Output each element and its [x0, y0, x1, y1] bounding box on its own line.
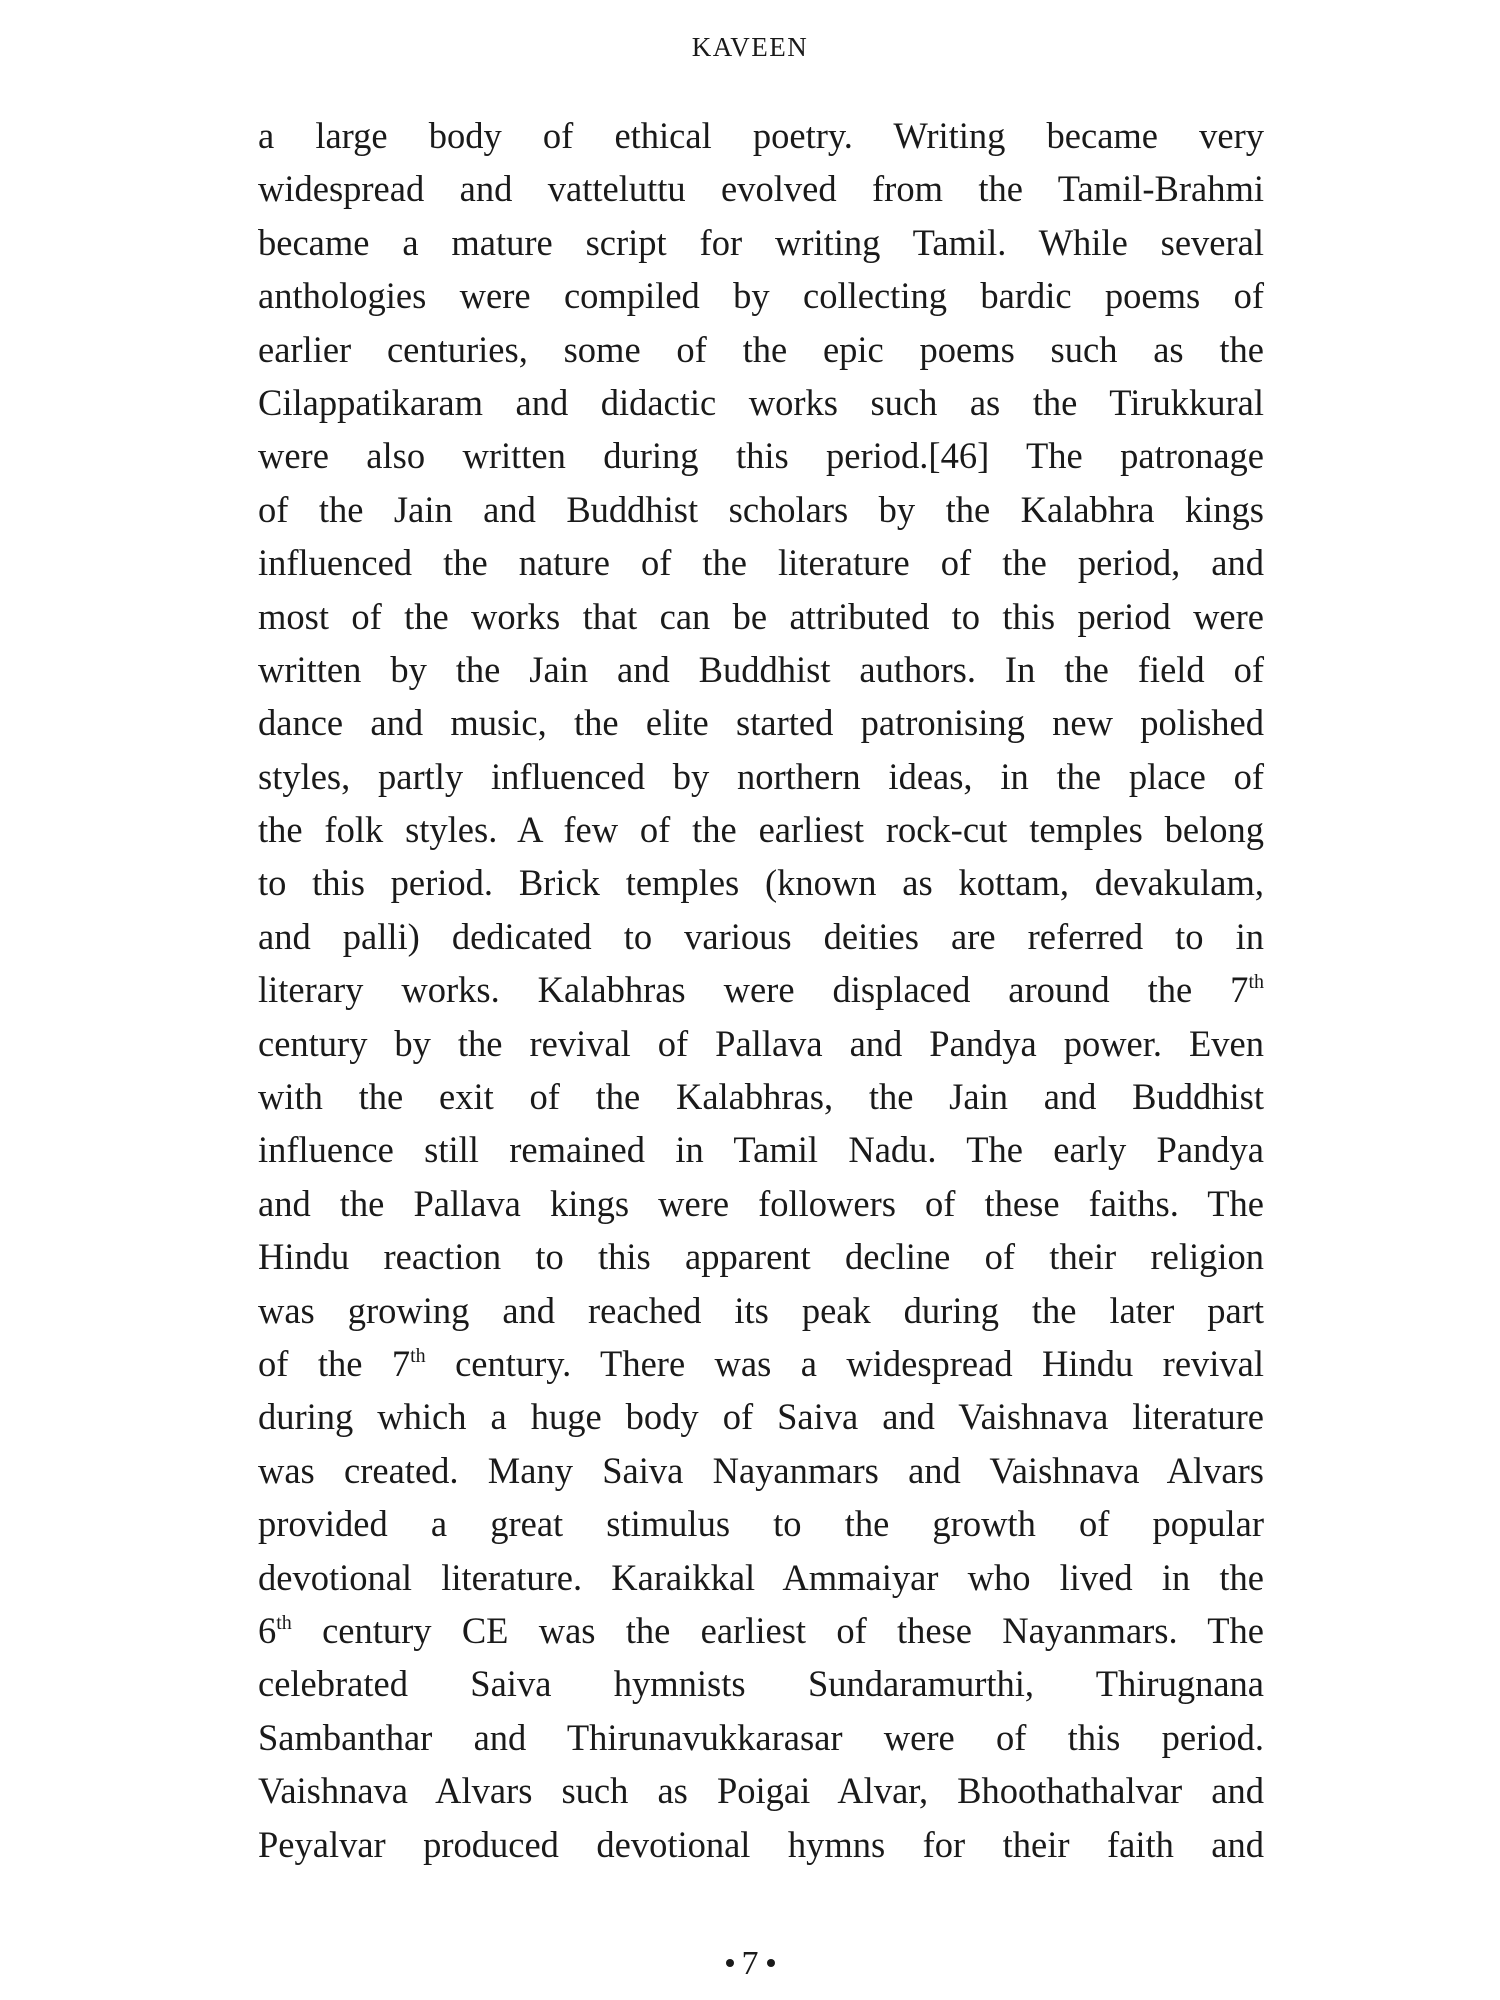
text-line: during which a huge body of Saiva and Vaishnava literature: [258, 1396, 1264, 1438]
bullet-dot-icon: [726, 1959, 734, 1967]
text-line: was growing and reached its peak during the later part: [258, 1289, 1264, 1331]
text-line: devotional literature. Karaikkal Ammaiyar who lived in the: [258, 1556, 1264, 1598]
text-line: became a mature script for writing Tamil. While several: [258, 221, 1264, 263]
text-line: styles, partly influenced by northern ideas, in the place of: [258, 755, 1264, 797]
text-line: Hindu reaction to this apparent decline of their religion: [258, 1236, 1264, 1278]
text-line: [258, 1337, 1264, 1390]
text-line: dance and music, the elite started patronising new polished: [258, 702, 1264, 744]
text-line: a large body of ethical poetry. Writing became very: [258, 115, 1264, 156]
text-line: Vaishnava Alvars such as Poigai Alvar, Bhoothathalvar and: [258, 1770, 1264, 1812]
ordinal-superscript: th: [276, 1611, 292, 1634]
body-paragraph: [258, 109, 1264, 1871]
text-line: written by the Jain and Buddhist authors. In the field of: [258, 648, 1264, 690]
text-line: influenced the nature of the literature of the period, and: [258, 542, 1264, 584]
running-header-title: KAVEEN: [691, 32, 809, 62]
text-line: and the Pallava kings were followers of these faiths. The: [258, 1182, 1264, 1224]
text-line: [258, 1604, 1264, 1657]
text-line: [258, 963, 1264, 1016]
text-line-segment: of the 7: [258, 1342, 411, 1384]
text-line: was created. Many Saiva Nayanmars and Vaishnava Alvars: [258, 1449, 1264, 1491]
text-line: provided a great stimulus to the growth of popular: [258, 1503, 1264, 1545]
text-line-segment: century CE was the earliest of these Nayanmars. The: [291, 1609, 1264, 1651]
text-line: anthologies were compiled by collecting bardic poems of: [258, 275, 1264, 317]
text-line: Sambanthar and Thirunavukkarasar were of this period.: [258, 1716, 1264, 1758]
bullet-dot-icon: [767, 1959, 775, 1967]
text-line: to this period. Brick temples (known as kottam, devakulam,: [258, 862, 1264, 904]
text-line: of the Jain and Buddhist scholars by the Kalabhra kings: [258, 488, 1264, 530]
text-line: the folk styles. A few of the earliest rock-cut temples belong: [258, 809, 1264, 851]
text-line: widespread and vatteluttu evolved from the Tamil-Brahmi: [258, 168, 1264, 210]
ordinal-superscript: th: [410, 1344, 426, 1367]
page-number-footer: [0, 1945, 1500, 1983]
text-line: influence still remained in Tamil Nadu. The early Pandya: [258, 1129, 1264, 1171]
text-line: Cilappatikaram and didactic works such as the Tirukkural: [258, 381, 1264, 423]
ordinal-superscript: th: [1248, 971, 1264, 994]
text-line: celebrated Saiva hymnists Sundaramurthi, Thirugnana: [258, 1663, 1264, 1705]
text-line-segment: literary works. Kalabhras were displaced around the 7: [258, 969, 1249, 1011]
text-line: and palli) dedicated to various deities are referred to in: [258, 915, 1264, 957]
text-line: earlier centuries, some of the epic poems such as the: [258, 328, 1264, 370]
text-line: Peyalvar produced devotional hymns for their faith and: [258, 1823, 1264, 1865]
text-line: were also written during this period.[46] The patronage: [258, 435, 1264, 477]
text-line: century by the revival of Pallava and Pandya power. Even: [258, 1022, 1264, 1064]
text-line: most of the works that can be attributed to this period were: [258, 595, 1264, 637]
text-line: with the exit of the Kalabhras, the Jain and Buddhist: [258, 1076, 1264, 1118]
page-number: 7: [741, 1945, 759, 1982]
text-line-segment: century. There was a widespread Hindu revival: [425, 1342, 1265, 1384]
text-line-segment: 6: [258, 1609, 277, 1651]
